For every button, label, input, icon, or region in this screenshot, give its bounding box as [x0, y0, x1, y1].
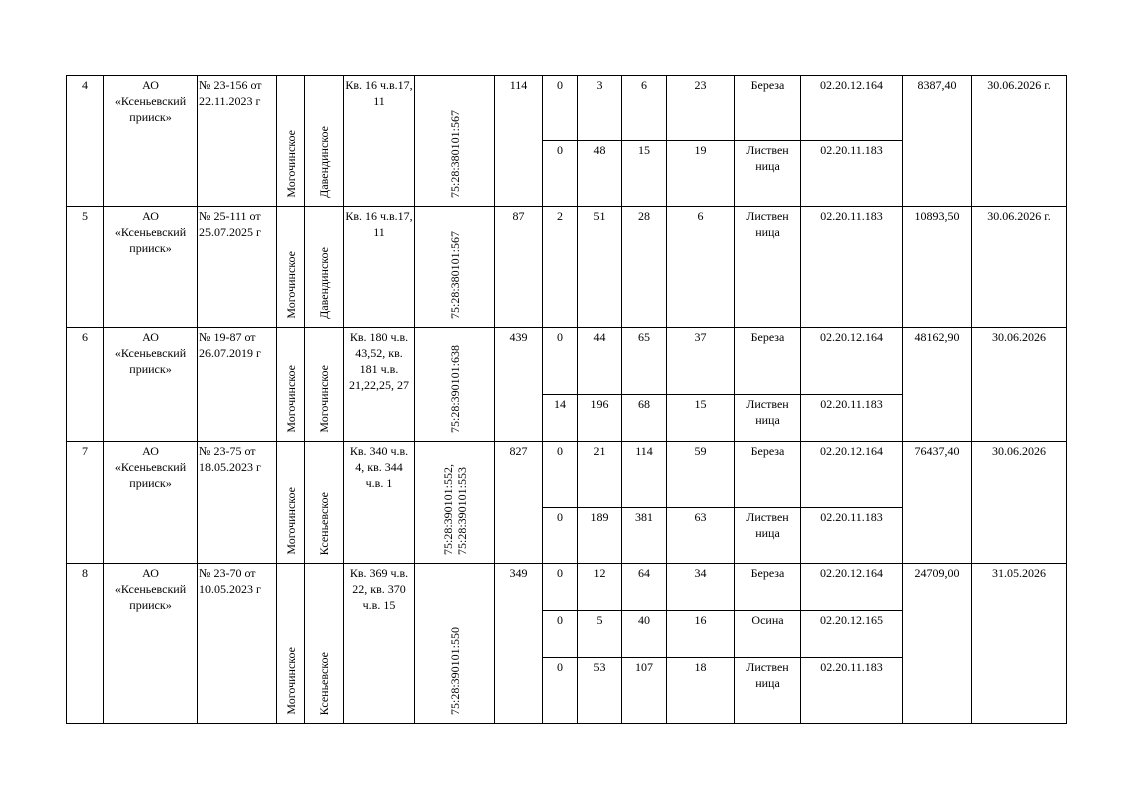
district-cell — [305, 442, 344, 564]
species-name: Береза — [735, 442, 801, 508]
table-row — [67, 207, 1067, 328]
cadastral-text: 75:28:380101:567 — [447, 230, 462, 319]
forestry-cell — [277, 207, 305, 328]
species-value-4: 23 — [667, 76, 735, 141]
district-cell — [305, 76, 344, 207]
species-value-3: 28 — [622, 207, 667, 328]
species-name: Листвен ница — [735, 395, 801, 442]
species-value-2: 44 — [578, 328, 622, 395]
district-text: Могочинское — [317, 365, 331, 433]
species-value-2: 51 — [578, 207, 622, 328]
species-value-1: 14 — [543, 395, 578, 442]
species-value-1: 0 — [543, 658, 578, 724]
species-code: 02.20.12.164 — [801, 564, 903, 611]
species-value-3: 65 — [622, 328, 667, 395]
amount-cell: 10893,50 — [903, 207, 972, 328]
forestry-cell — [277, 442, 305, 564]
contract-cell: № 23-70 от 10.05.2023 г — [198, 564, 277, 724]
species-value-2: 48 — [578, 141, 622, 207]
quarters-cell: Кв. 16 ч.в.17, 11 — [344, 76, 415, 207]
species-name: Осина — [735, 611, 801, 658]
species-value-4: 63 — [667, 508, 735, 564]
forestry-text: Могочинское — [283, 251, 298, 319]
contract-cell: № 23-156 от 22.11.2023 г — [198, 76, 277, 207]
forestry-text: Могочинское — [283, 647, 298, 715]
row-number: 8 — [67, 564, 104, 724]
row-number: 7 — [67, 442, 104, 564]
cadastral-cell — [415, 328, 495, 442]
species-code: 02.20.12.165 — [801, 611, 903, 658]
district-text: Давендинское — [317, 247, 331, 319]
species-value-3: 40 — [622, 611, 667, 658]
species-value-1: 0 — [543, 611, 578, 658]
species-code: 02.20.12.164 — [801, 442, 903, 508]
quarters-cell: Кв. 340 ч.в. 4, кв. 344 ч.в. 1 — [344, 442, 415, 564]
species-value-4: 37 — [667, 328, 735, 395]
district-text: Ксеньевское — [317, 491, 331, 555]
forest-use-table — [66, 75, 1067, 724]
species-value-2: 189 — [578, 508, 622, 564]
forestry-text: Могочинское — [283, 365, 298, 433]
forestry-cell — [277, 564, 305, 724]
forestry-text: Могочинское — [283, 487, 298, 555]
table-row — [67, 564, 1067, 611]
row-number: 5 — [67, 207, 104, 328]
species-code: 02.20.12.164 — [801, 76, 903, 141]
species-code: 02.20.11.183 — [801, 141, 903, 207]
cadastral-text: 75:28:380101:567 — [447, 109, 462, 198]
row-number: 6 — [67, 328, 104, 442]
date-cell: 31.05.2026 — [972, 564, 1067, 724]
species-value-3: 114 — [622, 442, 667, 508]
date-cell: 30.06.2026 г. — [972, 207, 1067, 328]
table-row — [67, 328, 1067, 395]
species-value-1: 2 — [543, 207, 578, 328]
species-value-1: 0 — [543, 76, 578, 141]
species-name: Листвен ница — [735, 508, 801, 564]
amount-cell: 76437,40 — [903, 442, 972, 564]
contract-cell: № 19-87 от 26.07.2019 г — [198, 328, 277, 442]
contract-cell: № 23-75 от 18.05.2023 г — [198, 442, 277, 564]
area-cell: 87 — [495, 207, 543, 328]
species-value-2: 12 — [578, 564, 622, 611]
species-value-2: 5 — [578, 611, 622, 658]
area-cell: 349 — [495, 564, 543, 724]
species-code: 02.20.12.164 — [801, 328, 903, 395]
date-cell: 30.06.2026 — [972, 442, 1067, 564]
cadastral-text: 75:28:390101:552, 75:28:390101:553 — [440, 463, 469, 555]
amount-cell: 8387,40 — [903, 76, 972, 207]
contract-cell: № 25-111 от 25.07.2025 г — [198, 207, 277, 328]
species-value-4: 6 — [667, 207, 735, 328]
species-value-2: 21 — [578, 442, 622, 508]
species-name: Листвен ница — [735, 141, 801, 207]
species-value-1: 0 — [543, 328, 578, 395]
species-value-2: 196 — [578, 395, 622, 442]
quarters-cell: Кв. 180 ч.в. 43,52, кв. 181 ч.в. 21,22,25, 27 — [344, 328, 415, 442]
organization-cell: АО «Ксеньевский прииск» — [104, 328, 198, 442]
organization-cell: АО «Ксеньевский прииск» — [104, 207, 198, 328]
species-code: 02.20.11.183 — [801, 508, 903, 564]
amount-cell: 48162,90 — [903, 328, 972, 442]
species-code: 02.20.11.183 — [801, 395, 903, 442]
forestry-cell — [277, 328, 305, 442]
species-value-2: 53 — [578, 658, 622, 724]
quarters-cell: Кв. 369 ч.в. 22, кв. 370 ч.в. 15 — [344, 564, 415, 724]
species-value-3: 6 — [622, 76, 667, 141]
species-value-4: 15 — [667, 395, 735, 442]
species-code: 02.20.11.183 — [801, 658, 903, 724]
row-number: 4 — [67, 76, 104, 207]
table-row — [67, 76, 1067, 141]
species-value-3: 15 — [622, 141, 667, 207]
area-cell: 439 — [495, 328, 543, 442]
district-text: Ксеньевское — [317, 651, 331, 715]
species-value-3: 381 — [622, 508, 667, 564]
species-name: Береза — [735, 328, 801, 395]
species-value-1: 0 — [543, 508, 578, 564]
cadastral-text: 75:28:390101:638 — [447, 344, 462, 433]
date-cell: 30.06.2026 г. — [972, 76, 1067, 207]
cadastral-cell — [415, 564, 495, 724]
table-row — [67, 442, 1067, 508]
district-cell — [305, 564, 344, 724]
species-value-3: 64 — [622, 564, 667, 611]
species-name: Листвен ница — [735, 207, 801, 328]
quarters-cell: Кв. 16 ч.в.17, 11 — [344, 207, 415, 328]
species-value-2: 3 — [578, 76, 622, 141]
area-cell: 827 — [495, 442, 543, 564]
district-text: Давендинское — [317, 126, 331, 198]
species-name: Листвен ница — [735, 658, 801, 724]
species-value-4: 34 — [667, 564, 735, 611]
species-value-4: 18 — [667, 658, 735, 724]
species-value-1: 0 — [543, 442, 578, 508]
district-cell — [305, 207, 344, 328]
area-cell: 114 — [495, 76, 543, 207]
amount-cell: 24709,00 — [903, 564, 972, 724]
species-name: Береза — [735, 76, 801, 141]
cadastral-text: 75:28:390101:550 — [447, 626, 462, 715]
organization-cell: АО «Ксеньевский прииск» — [104, 76, 198, 207]
species-code: 02.20.11.183 — [801, 207, 903, 328]
forestry-cell — [277, 76, 305, 207]
cadastral-cell — [415, 76, 495, 207]
organization-cell: АО «Ксеньевский прииск» — [104, 442, 198, 564]
district-cell — [305, 328, 344, 442]
date-cell: 30.06.2026 — [972, 328, 1067, 442]
species-value-3: 68 — [622, 395, 667, 442]
organization-cell: АО «Ксеньевский прииск» — [104, 564, 198, 724]
species-value-4: 59 — [667, 442, 735, 508]
forestry-text: Могочинское — [283, 130, 298, 198]
species-value-4: 19 — [667, 141, 735, 207]
species-value-4: 16 — [667, 611, 735, 658]
species-value-1: 0 — [543, 564, 578, 611]
cadastral-cell — [415, 207, 495, 328]
species-value-3: 107 — [622, 658, 667, 724]
species-value-1: 0 — [543, 141, 578, 207]
table-body — [67, 76, 1067, 724]
species-name: Береза — [735, 564, 801, 611]
cadastral-cell — [415, 442, 495, 564]
